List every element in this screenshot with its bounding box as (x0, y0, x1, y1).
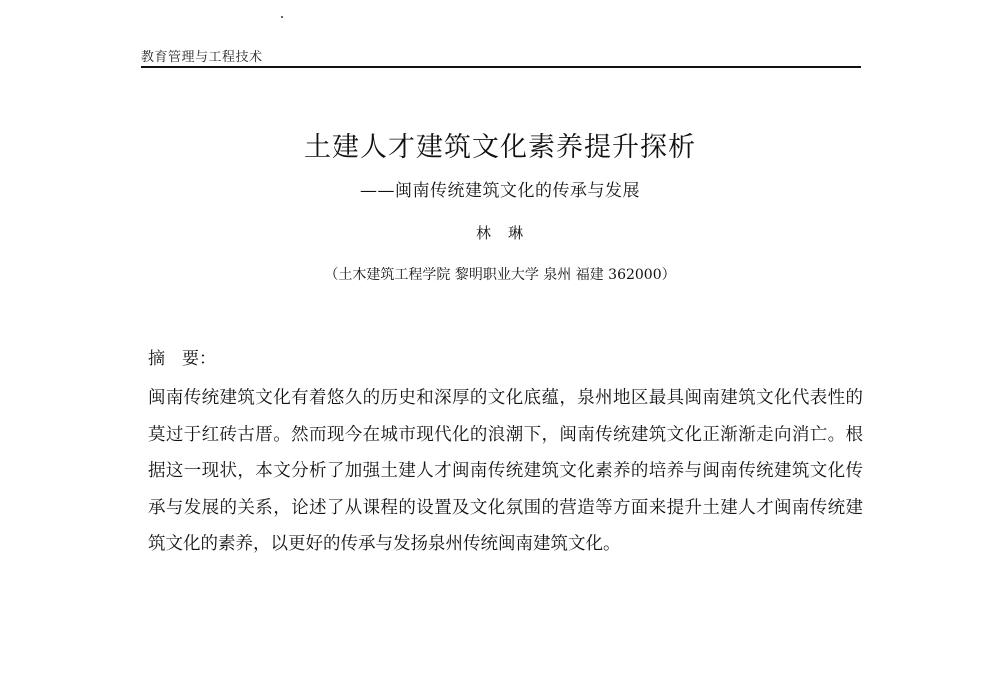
running-head: 教育管理与工程技术 (141, 50, 263, 65)
author-affiliation: （土木建筑工程学院 黎明职业大学 泉州 福建 362000） (324, 267, 676, 283)
abstract-body: 闽南传统建筑文化有着悠久的历史和深厚的文化底蕴，泉州地区最具闽南建筑文化代表性的莫过于红砖古厝。然而现今在城市现代化的浪潮下，闽南传统建筑文化正渐渐走向消亡。根据这一现状，本文分析了加强土建人才闽南传统建筑文化素养的培养与闽南传统建筑文化传承与发展的关系，论述了从课程的设置及文化氛围的营造等方面来提升土建人才闽南传统建筑文化的素养，以更好的传承与发扬泉州传统闽南建筑文化。 (148, 388, 863, 554)
header-rule (141, 66, 861, 68)
author-name: 林 琳 (475, 224, 524, 242)
abstract-label: 摘 要： (148, 349, 216, 369)
scan-speck (281, 16, 283, 18)
paper-title: 土建人才建筑文化素养提升探析 (304, 132, 696, 163)
paper-subtitle: ——闽南传统建筑文化的传承与发展 (360, 181, 640, 201)
